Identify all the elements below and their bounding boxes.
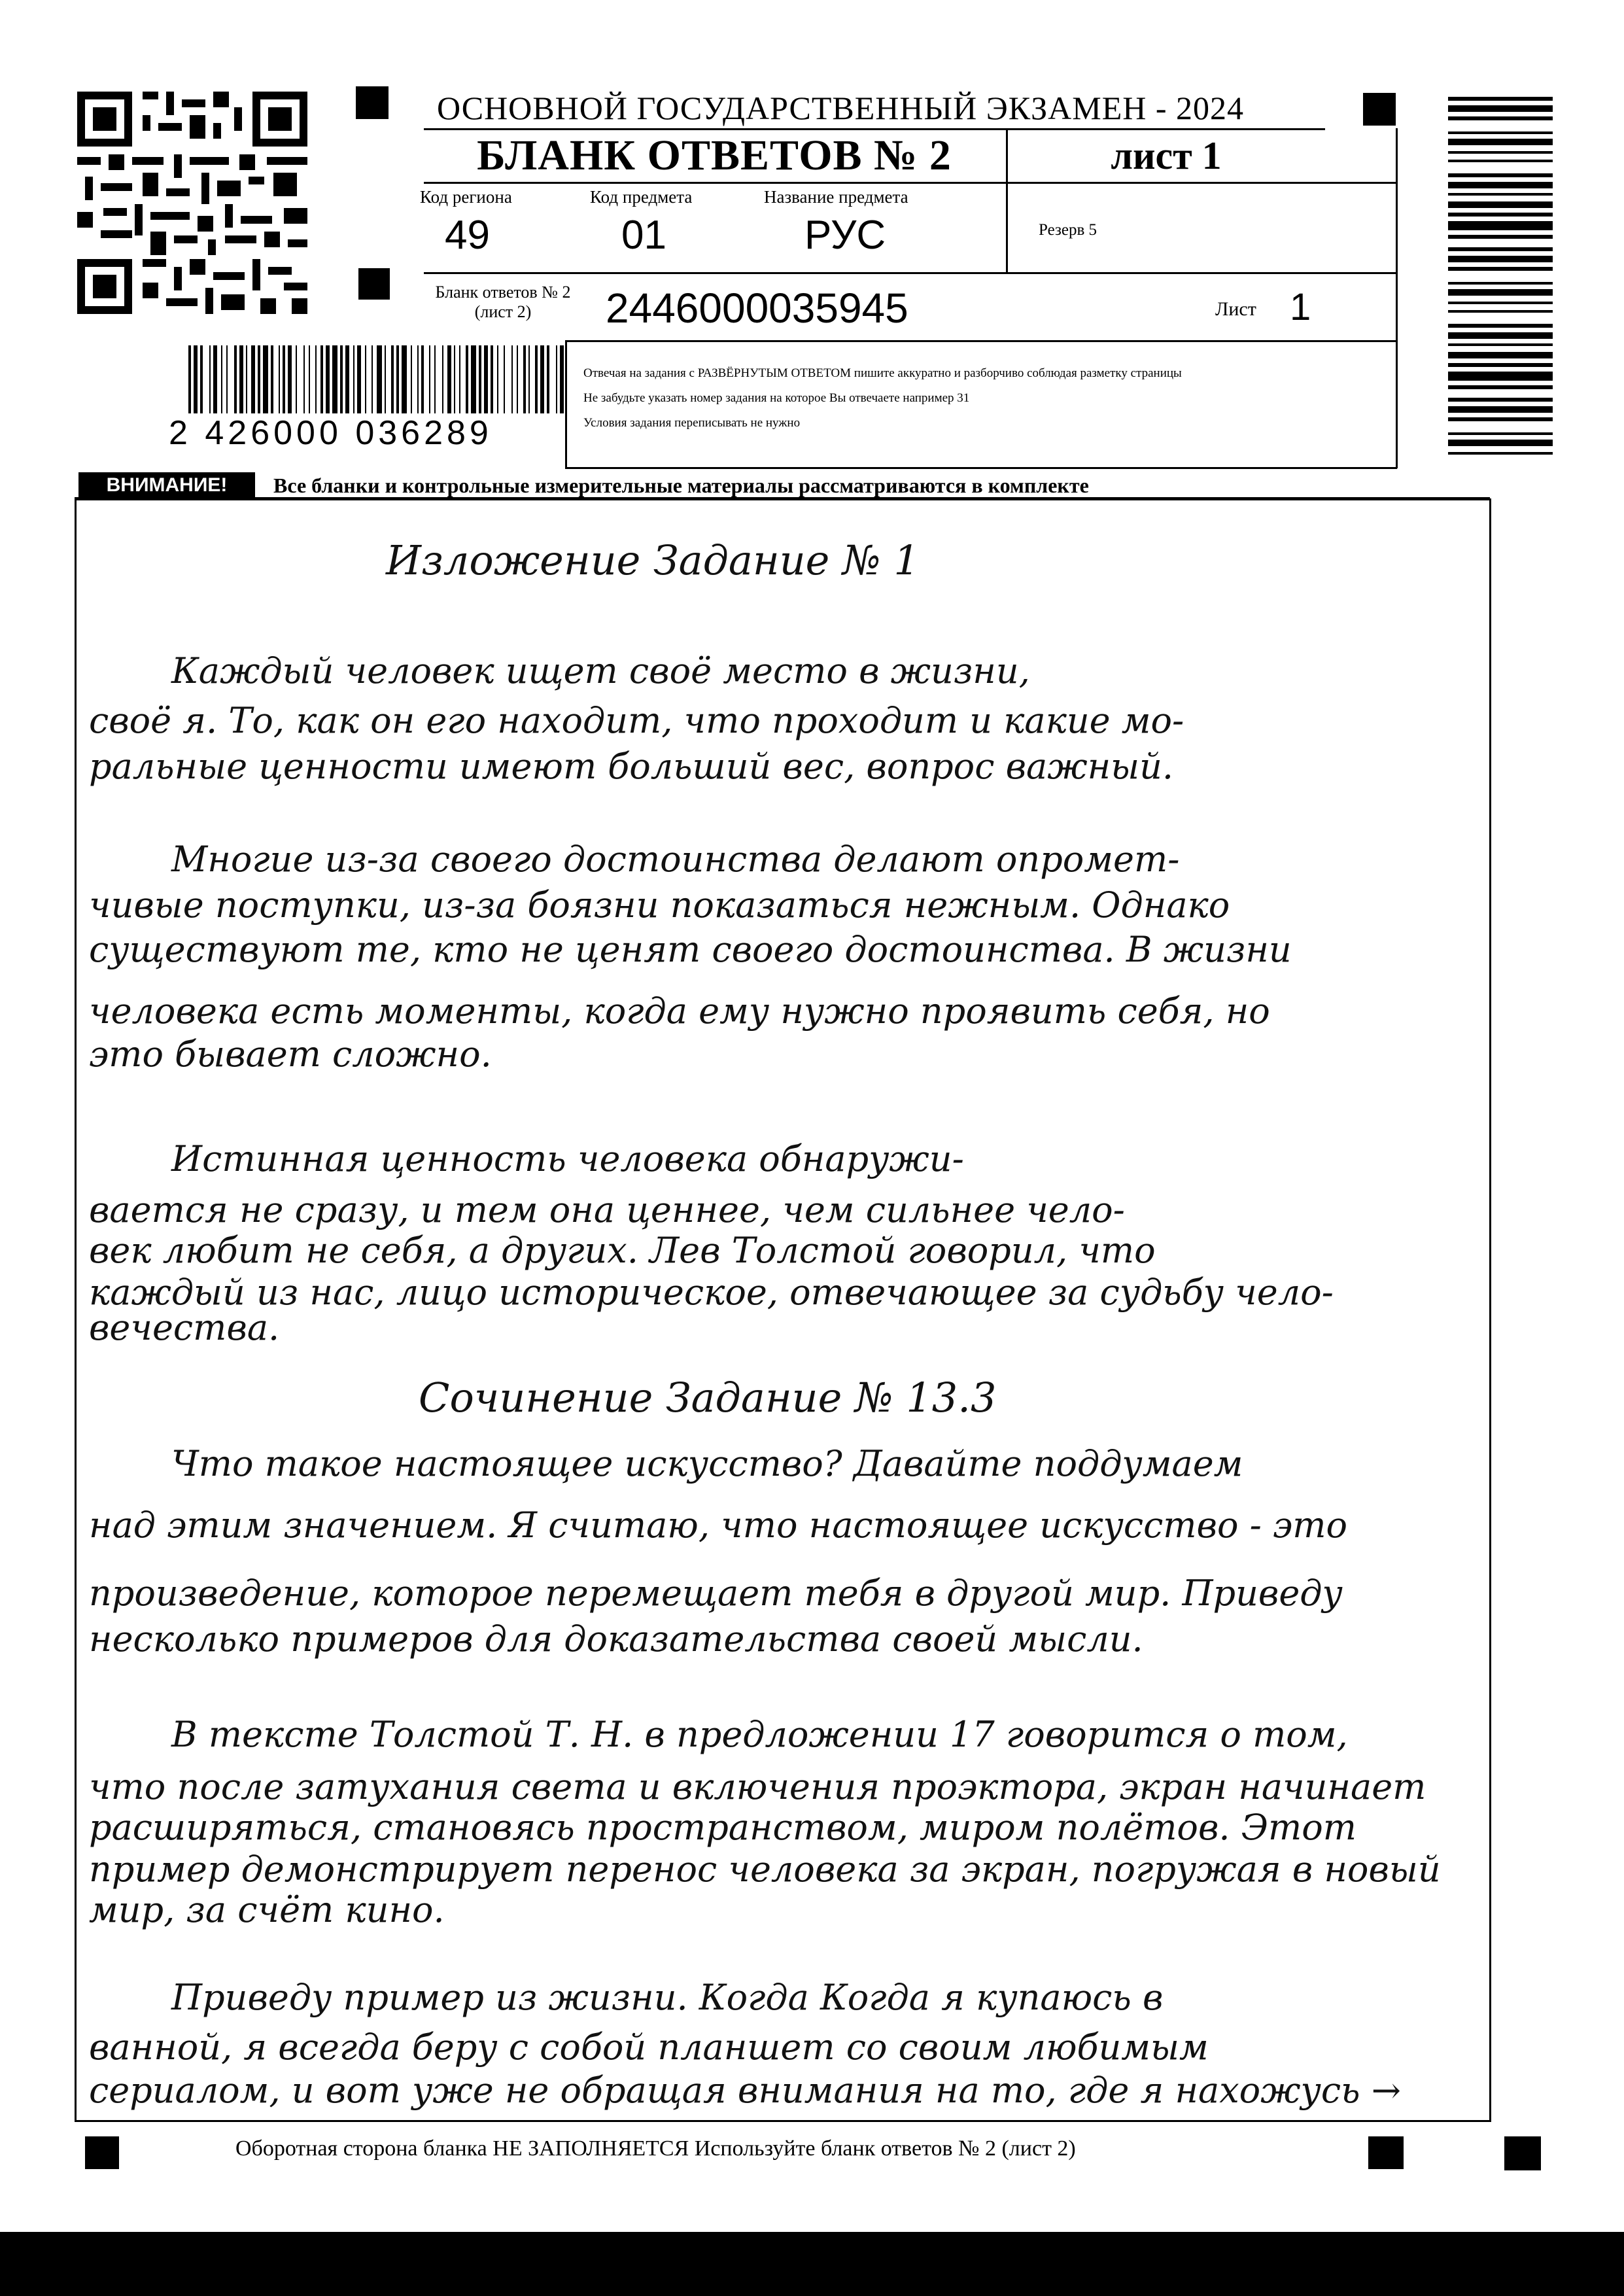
reserve-label: Резерв 5	[1039, 221, 1097, 239]
answer-line: Каждый человек ищет своё место в жизни,	[171, 650, 1030, 691]
answer-line: над этим значением. Я считаю, что настоящее искусство - это	[89, 1505, 1347, 1546]
region-code: 49	[445, 213, 490, 258]
corner-marker-bottom-right-2	[1504, 2136, 1541, 2170]
barcode-number: 2 426000 036289	[169, 414, 492, 452]
sheet2-label-line1: Бланк ответов № 2	[435, 283, 571, 302]
subject-code: 01	[621, 213, 666, 258]
scan-edge-bar	[0, 2232, 1624, 2296]
answer-line: несколько примеров для доказательства своей мысли.	[89, 1618, 1143, 1660]
answer-line: вечества.	[89, 1307, 280, 1348]
answer-line: чивые поступки, из-за боязни показаться нежным. Однако	[89, 884, 1230, 926]
section-title-sochinenie: Сочинение Задание № 13.3	[419, 1374, 997, 1421]
header-rule-3	[565, 340, 1397, 342]
header-bottom-rule	[565, 467, 1397, 469]
blank-title: БЛАНК ОТВЕТОВ № 2	[477, 131, 952, 179]
section-title-izlozhenie: Изложение Задание № 1	[386, 536, 920, 584]
answer-line: вается не сразу, и тем она ценнее, чем сильнее чело-	[89, 1189, 1125, 1230]
warning-text: Все бланки и контрольные измерительные материалы рассматриваются в комплекте	[273, 474, 1089, 497]
subject-code-label: Код предмета	[590, 187, 693, 207]
subject-name: РУС	[804, 213, 886, 258]
sheet2-number: 2446000035945	[606, 285, 908, 332]
answer-line: Истинная ценность человека обнаружи-	[171, 1138, 964, 1179]
sheet-title: лист 1	[1111, 134, 1222, 177]
instruction-2: Не забудьте указать номер задания на которое Вы отвечаете например 31	[583, 391, 970, 405]
sheet2-label-line2: (лист 2)	[474, 302, 532, 321]
qr-code	[77, 92, 307, 314]
answer-line: существуют те, кто не ценят своего достоинства. В жизни	[89, 929, 1292, 970]
header-divider-right	[1396, 128, 1398, 468]
exam-title: ОСНОВНОЙ ГОСУДАРСТВЕННЫЙ ЭКЗАМЕН - 2024	[437, 90, 1244, 126]
header-rule-2	[424, 272, 1397, 274]
answer-line: пример демонстрирует перенос человека за экран, погружая в новый	[89, 1849, 1441, 1890]
answer-line: В тексте Толстой Т. Н. в предложении 17 говорится о том,	[171, 1714, 1348, 1755]
subject-name-label: Название предмета	[764, 187, 908, 207]
answer-line: расширяться, становясь пространством, миром полётов. Этот	[89, 1807, 1356, 1848]
side-barcode	[1448, 97, 1553, 457]
region-label: Код региона	[420, 187, 512, 207]
answer-line: Многие из-за своего достоинства делают опромет-	[171, 839, 1180, 880]
warning-badge: ВНИМАНИЕ!	[78, 472, 255, 498]
corner-marker-top-left	[356, 86, 389, 119]
corner-marker-bottom-right-1	[1368, 2136, 1404, 2169]
answer-line: что после затухания света и включения проэктора, экран начинает	[89, 1766, 1426, 1807]
footer-text: Оборотная сторона бланка НЕ ЗАПОЛНЯЕТСЯ Используйте бланк ответов № 2 (лист 2)	[235, 2136, 1076, 2161]
header-divider-vertical	[1006, 128, 1008, 273]
list-number: 1	[1290, 286, 1311, 328]
answer-line: Что такое настоящее искусство? Давайте поддумаем	[171, 1443, 1243, 1484]
answer-line: сериалом, и вот уже не обращая внимания на то, где я нахожусь →	[89, 2070, 1401, 2111]
answer-line: произведение, которое перемещает тебя в другой мир. Приведу	[89, 1573, 1343, 1614]
answer-line: век любит не себя, а других. Лев Толстой говорил, что	[89, 1230, 1156, 1271]
instruction-1: Отвечая на задания с РАЗВЁРНУТЫМ ОТВЕТОМ пишите аккуратно и разборчиво соблюдая разметку страницы	[583, 366, 1182, 380]
corner-marker-top-right	[1363, 93, 1396, 126]
main-barcode	[188, 345, 568, 413]
answer-line: ванной, я всегда беру с собой планшет со своим любимым	[89, 2026, 1209, 2068]
answer-line: Приведу пример из жизни. Когда Когда я купаюсь в	[171, 1977, 1164, 2018]
corner-marker-bottom-left	[85, 2136, 119, 2169]
instruction-3: Условия задания переписывать не нужно	[583, 416, 801, 430]
answer-line: своё я. То, как он его находит, что проходит и какие мо-	[89, 700, 1184, 741]
list-label: Лист	[1215, 298, 1256, 320]
side-marker-left	[358, 268, 390, 300]
answer-line: ральные ценности имеют больший вес, вопрос важный.	[89, 746, 1174, 787]
answer-line: каждый из нас, лицо историческое, отвечающее за судьбу чело-	[89, 1272, 1334, 1313]
sheet2-label	[415, 283, 591, 322]
answer-line: мир, за счёт кино.	[89, 1889, 445, 1930]
answer-line: человека есть моменты, когда ему нужно проявить себя, но	[89, 990, 1270, 1032]
answer-line: это бывает сложно.	[89, 1034, 492, 1075]
header-rule-1	[424, 182, 1397, 184]
